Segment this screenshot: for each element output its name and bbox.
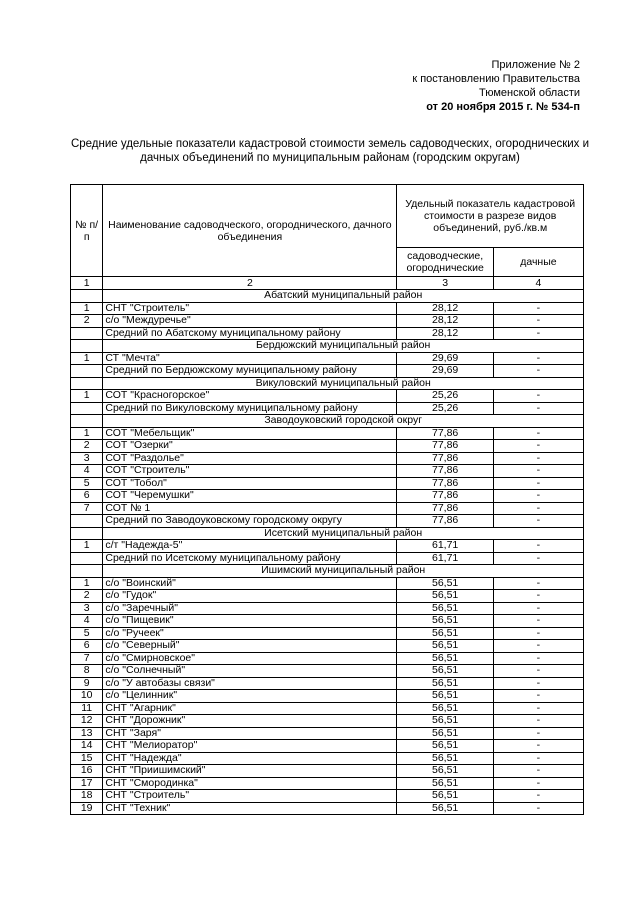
row-garden-value: 56,51 [397,777,493,790]
table-row [71,452,584,465]
row-number [71,402,103,415]
row-garden-value: 56,51 [397,602,493,615]
row-dacha-value: - [493,540,583,553]
table-row [71,577,584,590]
region-name: Викуловский муниципальный район [103,377,584,390]
row-number: 2 [71,315,103,328]
row-number: 2 [71,440,103,453]
row-dacha-value: - [493,602,583,615]
region-name: Ишимский муниципальный район [103,565,584,578]
row-garden-value: 29,69 [397,365,493,378]
row-number: 1 [71,577,103,590]
row-name: с/о "Северный" [103,640,397,653]
table-row [71,690,584,703]
table-body [71,290,584,815]
row-number: 14 [71,740,103,753]
annex-title: Приложение № 2 [491,59,580,71]
row-number: 4 [71,465,103,478]
row-garden-value: 56,51 [397,740,493,753]
region-name: Бердюжский муниципальный район [103,340,584,353]
row-name: с/о "Ручеек" [103,627,397,640]
row-garden-value: 61,71 [397,540,493,553]
table-row [71,352,584,365]
row-dacha-value: - [493,765,583,778]
row-garden-value: 56,51 [397,577,493,590]
table-row [71,652,584,665]
table-row [71,777,584,790]
row-dacha-value: - [493,490,583,503]
row-garden-value: 77,86 [397,515,493,528]
col-number-2: 2 [103,277,397,290]
row-number: 3 [71,602,103,615]
table-row [71,477,584,490]
row-name: СНТ "Заря" [103,727,397,740]
row-name: СОТ "Озерки" [103,440,397,453]
row-dacha-value: - [493,402,583,415]
row-name: с/о "Солнечный" [103,665,397,678]
table-row [71,615,584,628]
row-garden-value: 29,69 [397,352,493,365]
row-name: Средний по Абатскому муниципальному району [103,327,397,340]
row-garden-value: 25,26 [397,390,493,403]
average-row [71,552,584,565]
row-name: СОТ № 1 [103,502,397,515]
col-number-4: 4 [493,277,583,290]
row-name: СНТ "Дорожник" [103,715,397,728]
row-dacha-value: - [493,465,583,478]
row-name: СНТ "Надежда" [103,752,397,765]
row-garden-value: 28,12 [397,315,493,328]
row-name: с/о "Заречный" [103,602,397,615]
average-row [71,365,584,378]
row-dacha-value: - [493,452,583,465]
header-dacha: дачные [493,248,583,277]
row-garden-value: 77,86 [397,465,493,478]
row-number: 1 [71,352,103,365]
title-line-1: Средние удельные показатели кадастровой стоимости земель садоводческих, огороднических и [70,138,590,150]
row-name: с/о "Пищевик" [103,615,397,628]
row-number: 13 [71,727,103,740]
row-dacha-value: - [493,802,583,815]
row-garden-value: 77,86 [397,440,493,453]
row-dacha-value: - [493,727,583,740]
row-dacha-value: - [493,502,583,515]
row-number: 5 [71,627,103,640]
table-row [71,627,584,640]
row-dacha-value: - [493,302,583,315]
table-row [71,702,584,715]
region-row [71,565,584,578]
table-row [71,740,584,753]
row-dacha-value: - [493,740,583,753]
row-name: СТ "Мечта" [103,352,397,365]
region-spacer [71,415,103,428]
row-number: 10 [71,690,103,703]
annex-date-number: от 20 ноября 2015 г. № 534-п [426,101,580,113]
table-row [71,390,584,403]
row-dacha-value: - [493,715,583,728]
row-dacha-value: - [493,352,583,365]
table-row [71,752,584,765]
row-garden-value: 77,86 [397,427,493,440]
row-name: с/о "Воинский" [103,577,397,590]
table-row [71,715,584,728]
row-number: 6 [71,640,103,653]
annex-block [412,58,580,114]
region-row [71,290,584,303]
table-row [71,440,584,453]
row-dacha-value: - [493,752,583,765]
table-row [71,802,584,815]
row-number: 18 [71,790,103,803]
row-name: Средний по Заводоуковскому городскому округу [103,515,397,528]
row-dacha-value: - [493,615,583,628]
region-spacer [71,377,103,390]
row-garden-value: 77,86 [397,490,493,503]
row-dacha-value: - [493,702,583,715]
row-number: 1 [71,427,103,440]
col-number-1: 1 [71,277,103,290]
row-name: СНТ "Мелиоратор" [103,740,397,753]
row-dacha-value: - [493,327,583,340]
row-garden-value: 61,71 [397,552,493,565]
row-number: 1 [71,540,103,553]
document-title [70,137,590,165]
table-row [71,502,584,515]
table-row [71,665,584,678]
row-garden-value: 28,12 [397,327,493,340]
row-garden-value: 56,51 [397,802,493,815]
row-garden-value: 56,51 [397,690,493,703]
row-garden-value: 56,51 [397,627,493,640]
row-dacha-value: - [493,640,583,653]
row-dacha-value: - [493,665,583,678]
table-row [71,590,584,603]
average-row [71,402,584,415]
row-name: СНТ "Агарник" [103,702,397,715]
row-dacha-value: - [493,427,583,440]
row-number: 9 [71,677,103,690]
row-number [71,552,103,565]
row-name: с/о "У автобазы связи" [103,677,397,690]
annex-authority: Тюменской области [478,87,580,99]
row-garden-value: 56,51 [397,652,493,665]
row-garden-value: 56,51 [397,752,493,765]
row-dacha-value: - [493,515,583,528]
row-number: 19 [71,802,103,815]
row-number: 5 [71,477,103,490]
table-row [71,465,584,478]
table-row [71,602,584,615]
row-garden-value: 28,12 [397,302,493,315]
table-row [71,640,584,653]
row-dacha-value: - [493,590,583,603]
row-name: СНТ "Строитель" [103,302,397,315]
row-dacha-value: - [493,677,583,690]
row-number: 16 [71,765,103,778]
row-name: СНТ "Строитель" [103,790,397,803]
region-row [71,527,584,540]
row-name: СОТ "Раздолье" [103,452,397,465]
row-number: 3 [71,452,103,465]
row-number: 7 [71,502,103,515]
row-dacha-value: - [493,790,583,803]
region-name: Исетский муниципальный район [103,527,584,540]
header-garden: садоводческие, огороднические [397,248,493,277]
row-garden-value: 56,51 [397,665,493,678]
row-name: СНТ "Техник" [103,802,397,815]
row-number [71,327,103,340]
header-value: Удельный показатель кадастровой стоимости в разрезе видов объединений, руб./кв.м [397,185,584,248]
row-name: СОТ "Строитель" [103,465,397,478]
region-spacer [71,290,103,303]
row-name: с/о "Междуречье" [103,315,397,328]
average-row [71,515,584,528]
table-row [71,302,584,315]
row-dacha-value: - [493,627,583,640]
row-name: с/о "Гудок" [103,590,397,603]
region-name: Заводоуковский городской округ [103,415,584,428]
row-dacha-value: - [493,652,583,665]
table-row [71,427,584,440]
row-garden-value: 56,51 [397,640,493,653]
row-name: с/о "Целинник" [103,690,397,703]
row-name: СОТ "Тобол" [103,477,397,490]
row-garden-value: 77,86 [397,452,493,465]
row-dacha-value: - [493,365,583,378]
row-garden-value: 56,51 [397,702,493,715]
row-name: с/о "Смирновское" [103,652,397,665]
row-dacha-value: - [493,777,583,790]
row-garden-value: 25,26 [397,402,493,415]
row-name: СНТ "Смородинка" [103,777,397,790]
row-number: 17 [71,777,103,790]
average-row [71,327,584,340]
row-number: 1 [71,390,103,403]
row-number: 1 [71,302,103,315]
row-name: с/т "Надежда-5" [103,540,397,553]
table-row [71,490,584,503]
row-name: Средний по Исетскому муниципальному району [103,552,397,565]
region-row [71,415,584,428]
row-number: 2 [71,590,103,603]
table-row [71,727,584,740]
table-row [71,315,584,328]
annex-decree: к постановлению Правительства [412,73,580,85]
row-number: 12 [71,715,103,728]
row-dacha-value: - [493,690,583,703]
row-name: Средний по Викуловскому муниципальному району [103,402,397,415]
table-row [71,677,584,690]
region-name: Абатский муниципальный район [103,290,584,303]
row-garden-value: 77,86 [397,502,493,515]
row-name: СНТ "Приишимский" [103,765,397,778]
row-number: 6 [71,490,103,503]
row-dacha-value: - [493,390,583,403]
region-spacer [71,340,103,353]
row-dacha-value: - [493,315,583,328]
row-garden-value: 56,51 [397,790,493,803]
cadastral-value-table [70,184,584,815]
region-spacer [71,527,103,540]
table-row [71,790,584,803]
row-name: СОТ "Мебельщик" [103,427,397,440]
table-row [71,540,584,553]
row-number: 4 [71,615,103,628]
row-number: 7 [71,652,103,665]
row-garden-value: 77,86 [397,477,493,490]
row-name: Средний по Бердюжскому муниципальному району [103,365,397,378]
row-garden-value: 56,51 [397,590,493,603]
row-number: 11 [71,702,103,715]
title-line-2: дачных объединений по муниципальным районам (городским округам) [140,152,520,164]
row-number [71,365,103,378]
row-garden-value: 56,51 [397,765,493,778]
row-number [71,515,103,528]
row-garden-value: 56,51 [397,727,493,740]
row-name: СОТ "Красногорское" [103,390,397,403]
row-dacha-value: - [493,440,583,453]
row-garden-value: 56,51 [397,677,493,690]
region-row [71,377,584,390]
row-garden-value: 56,51 [397,615,493,628]
col-number-3: 3 [397,277,493,290]
header-number: № п/п [71,185,103,277]
row-dacha-value: - [493,577,583,590]
header-name: Наименование садоводческого, огороднического, дачного объединения [103,185,397,277]
row-number: 8 [71,665,103,678]
region-spacer [71,565,103,578]
row-number: 15 [71,752,103,765]
row-dacha-value: - [493,552,583,565]
row-dacha-value: - [493,477,583,490]
table-row [71,765,584,778]
row-name: СОТ "Черемушки" [103,490,397,503]
region-row [71,340,584,353]
row-garden-value: 56,51 [397,715,493,728]
